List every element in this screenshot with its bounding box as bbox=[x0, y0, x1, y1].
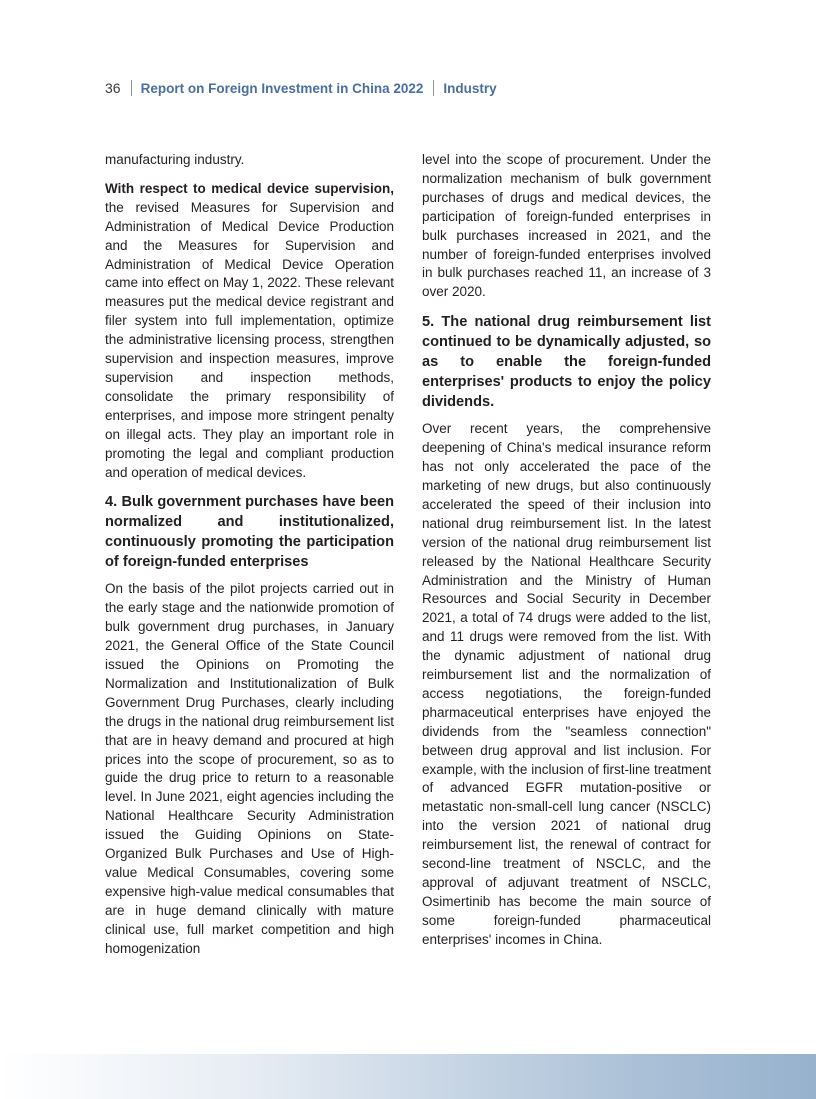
paragraph: Over recent years, the comprehensive deepening of China's medical insurance reform has not only accelerated the pace of the marketing of new drugs, but also continuously accelerated the speed of their inclusion into national drug reimbursement list. In the latest version of the national drug reimbursement list released by the National Healthcare Security Administration and the Ministry of Human Resources and Social Security in December 2021, a total of 74 drugs were added to the list, and 11 drugs were removed from the list. With the dynamic adjustment of national drug reimbursement list and the normalization of access negotiations, the foreign-funded pharmaceutical enterprises have enjoyed the dividends from the "seamless connection" between drug approval and list inclusion. For example, with the inclusion of first-line treatment of advanced EGFR mutation-positive or metastatic non-small-cell lung cancer (NSCLC) into the version 2021 of national drug reimbursement list, the renewal of contract for second-line treatment of NSCLC, and the approval of adjuvant treatment of NSCLC, Osimertinib has become the main source of some foreign-funded pharmaceutical enterprises' incomes in China. bbox=[422, 421, 711, 947]
report-title: Report on Foreign Investment in China 2022 bbox=[140, 80, 424, 96]
section-heading: 4. Bulk government purchases have been normalized and institutionalized, continuously promoting the participation of foreign-funded enterprises bbox=[105, 494, 394, 571]
section-title: Industry bbox=[443, 80, 497, 96]
paragraph-lead: With respect to medical device supervision, bbox=[105, 180, 394, 196]
left-column bbox=[105, 151, 394, 969]
header-divider bbox=[433, 80, 434, 96]
section-heading: 5. The national drug reimbursement list continued to be dynamically adjusted, so as to enable the foreign-funded enterprises' products to enjoy the policy dividends. bbox=[422, 314, 711, 411]
paragraph-body: the revised Measures for Supervision and Administration of Medical Device Production and the Measures for Supervision and Administration of Medical Device Operation came into effect on May 1, 2022. These relevant measures put the medical device registrant and filer system into full implementation, optimize the administrative licensing process, strengthen supervision and inspection measures, improve supervision and inspection methods, consolidate the primary responsibility of enterprises, and impose more stringent penalty on illegal acts. They play an important role in promoting the legal and compliant production and operation of medical devices. bbox=[105, 199, 394, 480]
paragraph: level into the scope of procurement. Under the normalization mechanism of bulk government purchases of drugs and medical devices, the participation of foreign-funded enterprises in bulk purchases increased in 2021, and the number of foreign-funded enterprises involved in bulk purchases reached 11, an increase of 3 over 2020. bbox=[422, 152, 711, 300]
footer-gradient-band bbox=[0, 1054, 816, 1099]
header-divider bbox=[131, 80, 132, 96]
paragraph: On the basis of the pilot projects carried out in the early stage and the nationwide promotion of bulk government drug purchases, in January 2021, the General Office of the State Council issued the Opinions on Promoting the Normalization and Institutionalization of Bulk Government Drug Purchases, clearly including the drugs in the national drug reimbursement list that are in heavy demand and procured at high prices into the scope of procurement, so as to guide the drug price to return to a reasonable level. In June 2021, eight agencies including the National Healthcare Security Administration issued the Guiding Opinions on State-Organized Bulk Purchases and Use of High-value Medical Consumables, covering some expensive high-value medical consumables that are in huge demand clinically with mature clinical use, full market competition and high homogenization bbox=[105, 581, 394, 956]
paragraph bbox=[105, 180, 394, 483]
right-column bbox=[422, 151, 711, 960]
paragraph: manufacturing industry. bbox=[105, 152, 245, 167]
page-number: 36 bbox=[105, 80, 121, 96]
running-header bbox=[105, 78, 497, 98]
